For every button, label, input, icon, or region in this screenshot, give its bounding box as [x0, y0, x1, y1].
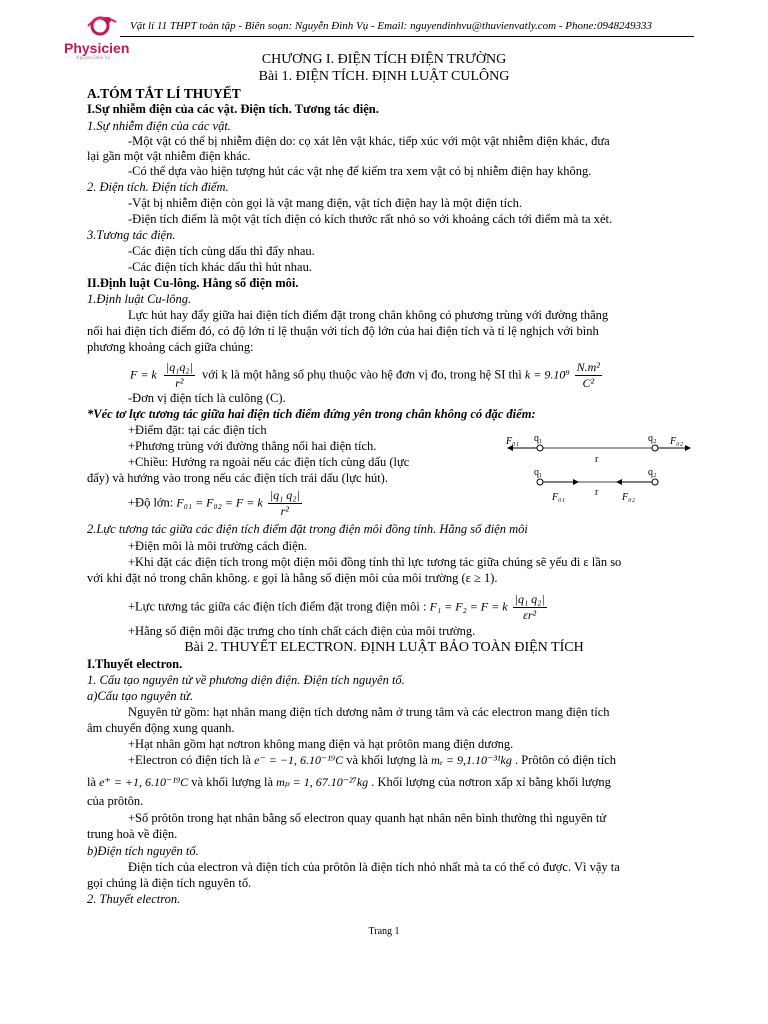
section-II-heading: II.Định luật Cu-lông. Hằng số điện môi.	[87, 276, 299, 290]
paragraph: +Hằng số điện môi đặc trưng cho tính chất cách điện của môi trường.	[128, 624, 476, 638]
paragraph: Nguyên tử gồm: hạt nhân mang điện tích dương nằm ở trung tâm và các electron mang điện tích	[128, 705, 610, 719]
paragraph: -Đơn vị điện tích là culông (C).	[128, 391, 286, 405]
subsection-heading: 1. Cấu tạo nguyên tử về phương diện điện. Điện tích nguyên tố.	[87, 673, 405, 687]
label-f01: F₀₁	[552, 492, 566, 503]
section-I-heading: I.Thuyết electron.	[87, 657, 183, 671]
lesson2-title: Bài 2. THUYẾT ELECTRON. ĐỊNH LUẬT BẢO TOÀN ĐIỆN TÍCH	[184, 640, 584, 655]
section-a-heading: A.TÓM TẮT LÍ THUYẾT	[87, 86, 241, 101]
paragraph: -Vật bị nhiễm điện còn gọi là vật mang điện, vật tích điện hay là một điện tích.	[128, 196, 522, 210]
label-q1: q₁	[534, 433, 543, 444]
label-f02: F₀₂	[622, 492, 636, 503]
paragraph: với khi đặt nó trong chân không. ε gọi là hằng số điện môi của môi trường (ε ≥ 1).	[87, 571, 498, 585]
header-divider	[120, 36, 694, 37]
charge-q2	[652, 445, 658, 451]
subsection-heading: 1.Định luật Cu-lông.	[87, 292, 192, 306]
lesson1-title: Bài 1. ĐIỆN TÍCH. ĐỊNH LUẬT CULÔNG	[258, 69, 510, 84]
paragraph: trung hoà về điện.	[87, 827, 178, 841]
paragraph: -Điện tích điểm là một vật tích điện có kích thước rất nhỏ so với khoảng cách tới điểm mà ta xét.	[128, 212, 613, 226]
subsection-heading: b)Điện tích nguyên tố.	[87, 844, 199, 858]
coulomb-formula: F = k $\frac{\text{|q₁q₂|}}{\text{r²}}$ với k là một hằng số phụ thuộc vào hệ đơn vị đo, trong hệ SI thì k = 9.10⁹ $\frac{\text{N.m²}}{\text{C²}}$	[130, 360, 600, 390]
subsection-heading: 2.Lực tương tác giữa các điện tích điểm đặt trong điện môi đồng tính. Hằng số điện môi	[87, 522, 528, 536]
paragraph: âm chuyển động xung quanh.	[87, 721, 235, 735]
charge-q1	[537, 479, 543, 485]
section-I-heading: I.Sự nhiễm điện của các vật. Điện tích. Tương tác điện.	[87, 102, 379, 116]
subsection-heading: 2. Điện tích. Điện tích điểm.	[87, 180, 229, 194]
label-q2: q₂	[648, 433, 657, 444]
paragraph: Điện tích của electron và điện tích của prôtôn là điện tích nhỏ nhất mà ta có thể có được. Vì vậy ta	[128, 860, 620, 874]
subsection-heading: 2. Thuyết electron.	[87, 892, 181, 906]
subsection-heading: 1.Sự nhiễm điện của các vật.	[87, 119, 231, 133]
dielectric-formula: +Lực tương tác giữa các điện tích điểm đặt trong điện môi : F₁ = F₂ = F = k $\frac{\text{|q₁ q₂|}}{\text{εr²}}$	[128, 592, 545, 622]
paragraph: gọi chúng là điện tích nguyên tố.	[87, 876, 252, 890]
list-item: +Chiều: Hướng ra ngoài nếu các điện tích cùng dấu (lực	[128, 455, 410, 469]
paragraph: phương khoảng cách giữa chúng:	[87, 340, 254, 354]
electron-line: +Electron có điện tích là e⁻ = −1, 6.10⁻¹⁹C và khối lượng là mₑ = 9,1.10⁻³¹kg . Prôtôn có điện tích	[128, 753, 617, 767]
vector-heading: *Véc tơ lực tương tác giữa hai điện tích điểm đứng yên trong chân không có đặc điểm:	[87, 407, 536, 421]
label-f02: F₀₂	[670, 436, 684, 447]
proton-line: là e⁺ = +1, 6.10⁻¹⁹C và khối lượng là mₚ = 1, 67.10⁻²⁷kg . Khối lượng của nơtron xấp xỉ bằng khối lượng	[87, 775, 611, 789]
paragraph: lại gần một vật nhiễm điện khác.	[87, 149, 251, 163]
subsection-heading: a)Cấu tạo nguyên tử.	[87, 689, 194, 703]
chapter-title: CHƯƠNG I. ĐIỆN TÍCH ĐIỆN TRƯỜNG	[261, 52, 507, 67]
page-header: Vật lí 11 THPT toàn tập - Biên soạn: Nguyễn Đình Vụ - Email: nguyendinhvu@thuvienvatly.com - Phone:0948249333	[130, 20, 653, 32]
paragraph: +Số prôtôn trong hạt nhân bằng số electron quay quanh hạt nhân nên bình thường thì nguyên tử	[128, 811, 607, 825]
logo-text: Physicien	[64, 40, 130, 56]
subsection-heading: 3.Tương tác điện.	[87, 228, 176, 242]
list-item: +Điểm đặt: tại các điện tích	[128, 423, 267, 437]
paragraph: -Các điện tích khác dấu thì hút nhau.	[128, 260, 312, 274]
paragraph: +Hạt nhân gồm hạt nơtron không mang điện và hạt prôtôn mang điện dương.	[128, 737, 514, 751]
label-q1: q₁	[534, 467, 543, 478]
list-item: đẩy) và hướng vào trong nếu các điện tích trái dấu (lực hút).	[87, 471, 388, 485]
paragraph: -Các điện tích cùng dấu thì đẩy nhau.	[128, 244, 315, 258]
paragraph: -Một vật có thể bị nhiễm điện do: cọ xát lên vật khác, tiếp xúc với một vật nhiễm điện khác, đưa	[128, 134, 610, 148]
paragraph: của prôtôn.	[87, 794, 144, 808]
label-r: r	[595, 487, 599, 498]
paragraph: +Điện môi là môi trường cách điện.	[128, 539, 308, 553]
paragraph: +Khi đặt các điện tích trong một điện môi đồng tính thì lực tương tác giữa chúng sẽ yếu đi ε lần so	[128, 555, 622, 569]
charge-q1	[537, 445, 543, 451]
paragraph: nối hai điện tích điểm đó, có độ lớn tỉ lệ thuận với tích độ lớn của hai điện tích và tỉ lệ nghịch với bình	[87, 324, 599, 338]
paragraph: Lực hút hay đẩy giữa hai điện tích điểm đặt trong chân không có phương trùng với đường thẳng	[128, 308, 609, 322]
charge-q2	[652, 479, 658, 485]
magnitude-formula: +Độ lớn: F₀₁ = F₀₂ = F = k $\frac{\text{|q₁ q₂|}}{\text{r²}}$	[128, 488, 300, 518]
force-diagram	[500, 430, 700, 510]
logo-subtext: Nguyen Dinh Vu	[76, 56, 111, 61]
label-f01: F₀₁	[506, 436, 520, 447]
paragraph: -Có thể dựa vào hiện tượng hút các vật nhẹ để kiểm tra xem vật có bị nhiễm điện hay không.	[128, 164, 592, 178]
list-item: +Phương trùng với đường thẳng nối hai điện tích.	[128, 439, 377, 453]
label-r: r	[595, 454, 599, 465]
page-number: Trang 1	[368, 926, 400, 937]
label-q2: q₂	[648, 467, 657, 478]
